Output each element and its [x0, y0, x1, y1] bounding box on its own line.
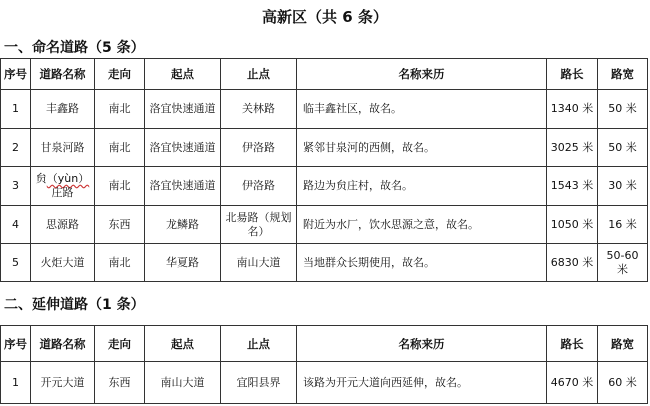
cell-no: 4 — [1, 206, 31, 244]
cell-origin: 紧邻甘泉河的西侧，故名。 — [297, 129, 547, 167]
cell-origin: 当地群众长期使用，故名。 — [297, 244, 547, 282]
cell-end: 宜阳县界 — [221, 362, 297, 404]
cell-width: 50 米 — [598, 129, 648, 167]
header-no: 序号 — [1, 59, 31, 90]
cell-origin: 该路为开元大道向西延伸，故名。 — [297, 362, 547, 404]
cell-length: 3025 米 — [547, 129, 598, 167]
cell-width: 50 米 — [598, 90, 648, 129]
cell-start: 龙鳞路 — [145, 206, 221, 244]
table-header-row — [1, 59, 648, 90]
header-start: 起点 — [145, 59, 221, 90]
header-origin: 名称来历 — [297, 326, 547, 362]
table-header-row — [1, 326, 648, 362]
header-start: 起点 — [145, 326, 221, 362]
cell-road-name — [31, 167, 95, 206]
header-origin: 名称来历 — [297, 59, 547, 90]
table-row — [1, 129, 648, 167]
cell-road-name: 丰鑫路 — [31, 90, 95, 129]
road-name-pinyin: （yùn） — [46, 172, 90, 185]
cell-direction: 东西 — [95, 206, 145, 244]
cell-length: 4670 米 — [547, 362, 598, 404]
header-end: 止点 — [221, 59, 297, 90]
cell-width: 50-60 米 — [598, 244, 648, 282]
named-roads-table — [0, 58, 648, 282]
cell-width: 30 米 — [598, 167, 648, 206]
cell-origin: 路边为贠庄村，故名。 — [297, 167, 547, 206]
table-row — [1, 167, 648, 206]
header-length: 路长 — [547, 59, 598, 90]
header-road-name: 道路名称 — [31, 59, 95, 90]
table-row — [1, 206, 648, 244]
cell-width: 60 米 — [598, 362, 648, 404]
cell-start: 南山大道 — [145, 362, 221, 404]
table-row — [1, 90, 648, 129]
cell-direction: 南北 — [95, 129, 145, 167]
cell-end: 北昜路（规划名） — [221, 206, 297, 244]
cell-direction: 南北 — [95, 90, 145, 129]
cell-no: 5 — [1, 244, 31, 282]
cell-no: 2 — [1, 129, 31, 167]
cell-road-name: 思源路 — [31, 206, 95, 244]
cell-end: 南山大道 — [221, 244, 297, 282]
header-width: 路宽 — [598, 326, 648, 362]
section-title-named-roads: 一、命名道路（5 条） — [4, 40, 145, 56]
header-length: 路长 — [547, 326, 598, 362]
table-row — [1, 362, 648, 404]
header-direction: 走向 — [95, 59, 145, 90]
cell-length: 1543 米 — [547, 167, 598, 206]
cell-no: 3 — [1, 167, 31, 206]
cell-length: 1340 米 — [547, 90, 598, 129]
cell-end: 伊洛路 — [221, 129, 297, 167]
road-name-char: 贠 — [35, 172, 47, 185]
cell-no: 1 — [1, 90, 31, 129]
cell-start: 华夏路 — [145, 244, 221, 282]
extended-roads-table — [0, 325, 648, 404]
header-width: 路宽 — [598, 59, 648, 90]
header-end: 止点 — [221, 326, 297, 362]
cell-no: 1 — [1, 362, 31, 404]
cell-road-name: 甘泉河路 — [31, 129, 95, 167]
header-no: 序号 — [1, 326, 31, 362]
header-direction: 走向 — [95, 326, 145, 362]
cell-length: 6830 米 — [547, 244, 598, 282]
cell-direction: 东西 — [95, 362, 145, 404]
table-row — [1, 244, 648, 282]
page-title: 高新区（共 6 条） — [262, 8, 388, 26]
section-title-extended-roads: 二、延伸道路（1 条） — [4, 297, 145, 313]
cell-direction: 南北 — [95, 167, 145, 206]
cell-origin: 附近为水厂，饮水思源之意，故名。 — [297, 206, 547, 244]
header-road-name: 道路名称 — [31, 326, 95, 362]
cell-end: 关林路 — [221, 90, 297, 129]
cell-start: 洛宜快速通道 — [145, 90, 221, 129]
cell-direction: 南北 — [95, 244, 145, 282]
cell-origin: 临丰鑫社区，故名。 — [297, 90, 547, 129]
cell-road-name: 火炬大道 — [31, 244, 95, 282]
cell-start: 洛宜快速通道 — [145, 167, 221, 206]
road-name-rest: 庄路 — [51, 186, 74, 199]
cell-start: 洛宜快速通道 — [145, 129, 221, 167]
cell-road-name: 开元大道 — [31, 362, 95, 404]
cell-end: 伊洛路 — [221, 167, 297, 206]
cell-width: 16 米 — [598, 206, 648, 244]
cell-length: 1050 米 — [547, 206, 598, 244]
